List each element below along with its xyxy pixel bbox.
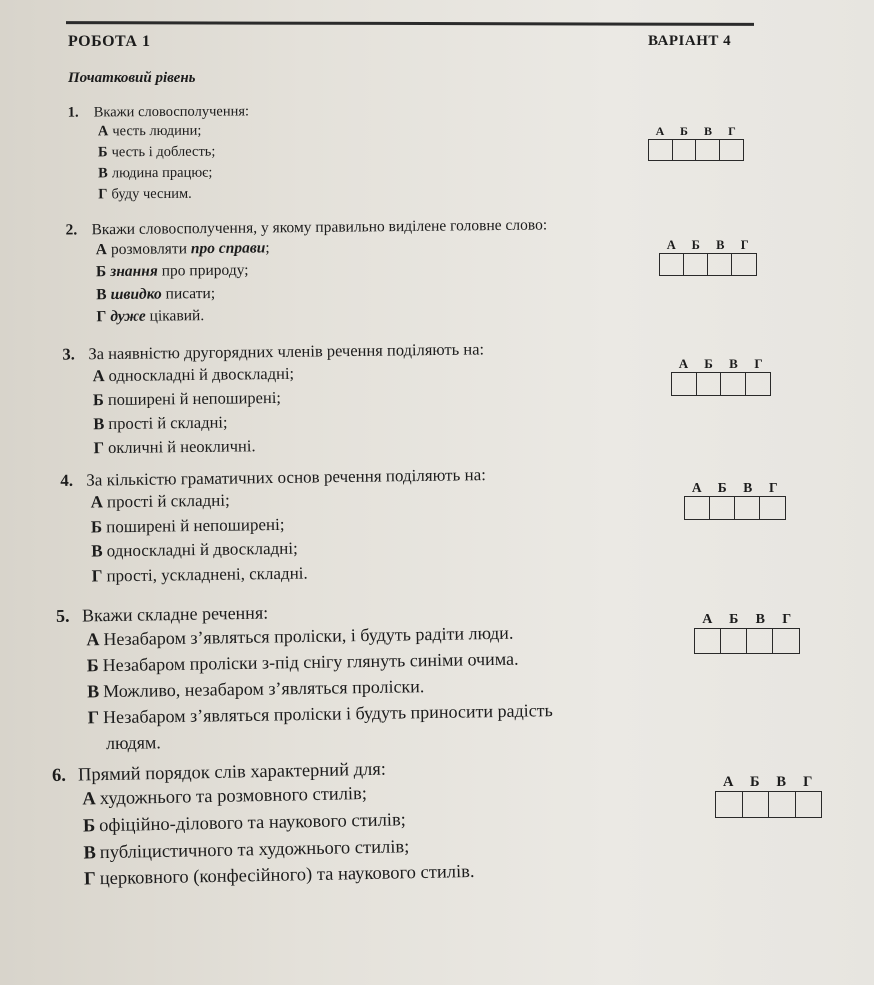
work-title: РОБОТА 1	[68, 33, 151, 50]
answer-letter: А	[678, 356, 689, 371]
question-number: 6.	[51, 765, 67, 787]
answer-grid-5	[694, 612, 800, 654]
answer-box-a[interactable]	[685, 497, 710, 519]
option-text: односкладні й двоскладні;	[106, 538, 298, 561]
answer-letter: В	[703, 124, 712, 138]
option-letter: Г	[93, 437, 105, 457]
option-v	[98, 162, 249, 184]
answer-letter: В	[743, 480, 753, 495]
level-heading: Початковий рівень	[68, 70, 196, 86]
answer-letter: А	[691, 480, 702, 495]
option-text: прості, ускладнені, складні.	[106, 563, 308, 586]
answer-grid-1	[648, 124, 744, 161]
answer-boxes	[715, 791, 822, 818]
question-number: 5.	[55, 605, 70, 626]
answer-box-a[interactable]	[716, 792, 743, 817]
option-letter: Б	[90, 517, 103, 537]
option-text: церковного (конфесійного) та наукового стилів.	[99, 862, 475, 890]
answer-box-g[interactable]	[746, 373, 770, 395]
question-3	[62, 339, 485, 460]
option-g-continuation: людям.	[105, 732, 162, 754]
answer-letter: Б	[717, 480, 727, 495]
question-text: Прямий порядок слів характерний для:	[77, 759, 387, 786]
option-letter: Б	[82, 816, 96, 837]
option-g	[93, 431, 485, 460]
option-letter: А	[82, 789, 97, 810]
answer-grid-letters	[671, 356, 771, 372]
option-a	[98, 120, 249, 142]
question-5	[56, 598, 554, 757]
question-title	[68, 103, 249, 121]
question-number: 3.	[62, 344, 75, 364]
answer-letter: Г	[740, 238, 749, 252]
answer-letter: А	[702, 612, 713, 627]
answer-letter: Б	[680, 124, 688, 138]
answer-grid-letters	[648, 124, 744, 139]
answer-box-g[interactable]	[796, 792, 822, 817]
answer-box-g[interactable]	[773, 629, 798, 653]
answer-box-a[interactable]	[660, 254, 684, 275]
answer-letter: А	[655, 124, 665, 138]
answer-box-a[interactable]	[672, 373, 697, 395]
question-text: За наявністю другорядних членів речення поділяють на:	[88, 339, 485, 364]
highlighted-word: про справи	[190, 239, 266, 258]
answer-box-a[interactable]	[649, 140, 673, 160]
option-text: честь людини;	[112, 122, 202, 140]
answer-box-b[interactable]	[684, 254, 708, 275]
option-letter: Г	[96, 308, 107, 326]
answer-box-b[interactable]	[673, 140, 697, 160]
answer-grid-letters	[715, 774, 822, 791]
answer-boxes	[659, 253, 757, 276]
option-text: людина працює;	[111, 164, 213, 182]
question-number: 4.	[60, 470, 74, 490]
answer-letter: Г	[782, 612, 792, 627]
option-text: Незабаром з’являться проліски і будуть приносити радість	[102, 700, 553, 728]
question-number: 2.	[65, 221, 78, 239]
answer-box-a[interactable]	[695, 629, 721, 653]
option-letter: В	[93, 413, 105, 434]
answer-boxes	[648, 139, 744, 161]
answer-letter: Б	[749, 774, 760, 790]
question-text: Вкажи словосполучення:	[93, 103, 250, 121]
answer-letter: В	[755, 612, 765, 627]
option-letter: Г	[87, 707, 100, 728]
answer-letter: В	[716, 238, 725, 252]
option-letter: А	[95, 241, 108, 259]
option-text: публіцистичного та художнього стилів;	[99, 836, 410, 863]
answer-grid-4	[684, 480, 786, 520]
option-text: поширені й непоширені;	[107, 387, 282, 409]
option-text: честь і доблесть;	[111, 143, 216, 161]
option-text: Можливо, незабаром з’являться проліски.	[103, 676, 425, 702]
option-b	[98, 141, 249, 163]
variant-title: ВАРІАНТ 4	[648, 33, 732, 49]
answer-box-b[interactable]	[721, 629, 747, 653]
answer-box-g[interactable]	[720, 140, 743, 160]
option-text: Незабаром з’являться проліски, і будуть радіти люди.	[103, 622, 514, 650]
option-g	[98, 183, 249, 205]
option-letter: В	[96, 286, 107, 304]
option-letter: Б	[92, 389, 105, 410]
option-text: художнього та розмовного стилів;	[99, 784, 368, 810]
option-text: ;	[265, 239, 270, 257]
answer-boxes	[671, 372, 771, 396]
answer-box-b[interactable]	[697, 373, 722, 395]
option-text: писати;	[161, 284, 216, 303]
answer-box-v[interactable]	[747, 629, 773, 653]
option-letter: В	[91, 541, 103, 561]
answer-box-v[interactable]	[721, 373, 746, 395]
answer-letter: Г	[803, 774, 813, 790]
option-letter: Б	[97, 144, 108, 161]
answer-grid-6	[715, 774, 822, 818]
answer-grid-letters	[694, 612, 800, 628]
highlighted-word: дуже	[110, 308, 146, 326]
option-text: Незабаром проліски з-під снігу глянуть синіми очима.	[102, 648, 519, 676]
answer-letter: В	[729, 356, 738, 371]
answer-boxes	[684, 496, 786, 520]
answer-box-g[interactable]	[732, 254, 755, 275]
question-number: 1.	[67, 104, 79, 121]
option-letter: В	[83, 842, 97, 864]
answer-boxes	[694, 628, 800, 654]
option-letter: Г	[91, 566, 103, 586]
question-6	[52, 758, 475, 894]
answer-box-v[interactable]	[735, 497, 760, 519]
option-letter: Б	[86, 655, 99, 676]
option-text: цікавий.	[145, 307, 205, 326]
answer-grid-2	[659, 238, 757, 276]
option-text: про природу;	[157, 262, 249, 281]
answer-grid-3	[671, 356, 771, 396]
option-text: окличні й неокличні.	[107, 435, 256, 457]
highlighted-word: швидко	[110, 285, 162, 303]
question-text: Вкажи словосполучення, у якому правильно виділене головне слово:	[91, 216, 548, 239]
option-letter: В	[98, 165, 108, 182]
question-1	[68, 103, 250, 205]
answer-letter: Б	[704, 356, 713, 371]
option-letter: А	[97, 123, 109, 140]
option-letter: А	[92, 366, 105, 386]
answer-box-b[interactable]	[743, 792, 770, 817]
option-text: прості й складні;	[108, 412, 228, 433]
answer-letter: Г	[768, 480, 778, 495]
option-letter: Г	[83, 869, 96, 890]
highlighted-word: знання	[110, 263, 158, 281]
answer-box-v[interactable]	[708, 254, 732, 275]
option-text: поширені й непоширені;	[106, 514, 285, 536]
question-text: За кількістю граматичних основ речення поділяють на:	[86, 465, 487, 490]
answer-letter: Б	[729, 612, 739, 627]
answer-letter: Б	[691, 238, 700, 252]
answer-box-v[interactable]	[696, 140, 720, 160]
answer-box-b[interactable]	[710, 497, 735, 519]
option-text: прості й складні;	[106, 490, 230, 512]
option-g	[96, 302, 548, 329]
option-letter: А	[86, 629, 100, 650]
answer-box-g[interactable]	[760, 497, 784, 519]
option-text: офіційно-ділового та наукового стилів;	[99, 810, 407, 836]
answer-box-v[interactable]	[769, 792, 796, 817]
option-g	[92, 559, 488, 589]
answer-grid-letters	[659, 238, 757, 253]
option-letter: А	[90, 492, 104, 512]
option-text: розмовляти	[110, 240, 191, 259]
question-4	[60, 465, 487, 589]
answer-letter: В	[776, 774, 787, 790]
question-2	[65, 216, 548, 329]
answer-grid-letters	[684, 480, 786, 496]
option-letter: Б	[95, 263, 107, 281]
answer-letter: А	[666, 238, 676, 252]
answer-letter: Г	[728, 124, 736, 138]
header-rule	[66, 21, 754, 26]
option-letter: Г	[98, 186, 108, 203]
answer-letter: Г	[754, 356, 763, 371]
option-text: односкладні й двоскладні;	[108, 363, 295, 386]
question-text: Вкажи складне речення:	[81, 602, 269, 626]
answer-letter: А	[723, 774, 734, 790]
option-text: буду чесним.	[111, 185, 192, 203]
option-letter: В	[87, 681, 100, 702]
